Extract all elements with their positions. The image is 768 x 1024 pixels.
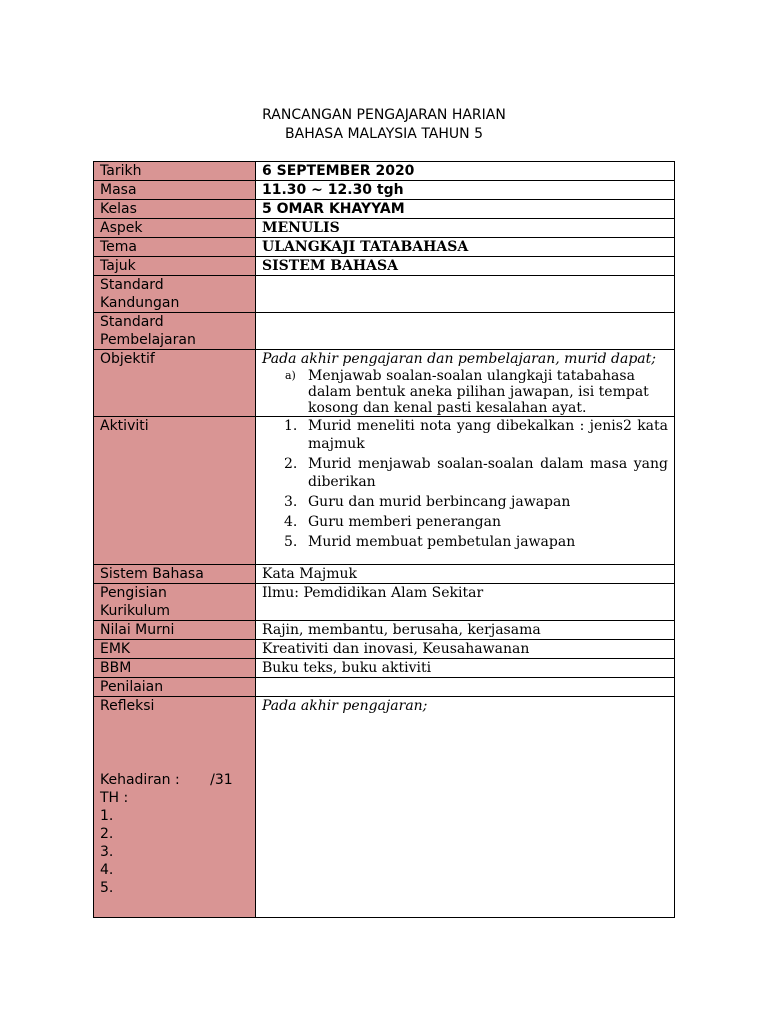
label-line: Kandungan: [100, 295, 180, 311]
attendance-line: [100, 771, 249, 789]
list-text: Murid membuat pembetulan jawapan: [308, 534, 576, 550]
row-penilaian: [94, 678, 675, 697]
th-item: 3.: [100, 844, 114, 860]
th-item: 2.: [100, 826, 114, 842]
label-nilai-murni: Nilai Murni: [94, 621, 256, 640]
label-line: Standard: [100, 314, 164, 330]
row-sistem-bahasa: [94, 565, 675, 584]
value-standard-pembelajaran: [256, 313, 675, 350]
label-standard-pembelajaran: [94, 313, 256, 350]
list-marker: 3.: [284, 494, 298, 510]
list-text: Murid menjawab soalan-soalan dalam masa yang diberikan: [308, 456, 668, 490]
label-pengisian-kurikulum: [94, 584, 256, 621]
value-bbm: Buku teks, buku aktiviti: [256, 659, 675, 678]
value-tema: ULANGKAJI TATABAHASA: [256, 238, 675, 257]
list-item: [262, 368, 668, 416]
label-tajuk: Tajuk: [94, 257, 256, 276]
value-standard-kandungan: [256, 276, 675, 313]
label-line: Standard: [100, 277, 164, 293]
label-tema: Tema: [94, 238, 256, 257]
list-marker: 5.: [284, 534, 298, 550]
value-kelas: 5 OMAR KHAYYAM: [256, 200, 675, 219]
label-refleksi: [94, 697, 256, 918]
label-objektif: Objektif: [94, 350, 256, 417]
label-masa: Masa: [94, 181, 256, 200]
lesson-plan-table: [93, 161, 675, 918]
list-marker: 2.: [284, 456, 298, 472]
list-text: Menjawab soalan-soalan ulangkaji tatabahasa dalam bentuk aneka pilihan jawapan, isi tempat kosong dan kenal pasti kesalahan ayat.: [308, 368, 649, 416]
value-aspek: MENULIS: [256, 219, 675, 238]
value-tarikh: 6 SEPTEMBER 2020: [256, 162, 675, 181]
aktiviti-list: [262, 417, 668, 551]
th-item: 4.: [100, 862, 114, 878]
list-marker: 4.: [284, 514, 298, 530]
value-refleksi: Pada akhir pengajaran;: [256, 697, 675, 918]
list-marker: a): [285, 369, 296, 382]
th-label: TH :: [100, 790, 129, 806]
row-kelas: [94, 200, 675, 219]
label-standard-kandungan: [94, 276, 256, 313]
th-item: 5.: [100, 880, 114, 896]
value-masa: 11.30 ~ 12.30 tgh: [256, 181, 675, 200]
row-masa: [94, 181, 675, 200]
value-pengisian-kurikulum: Ilmu: Pemdidikan Alam Sekitar: [256, 584, 675, 621]
list-item: [262, 493, 668, 511]
value-emk: Kreativiti dan inovasi, Keusahawanan: [256, 640, 675, 659]
doc-subtitle: BAHASA MALAYSIA TAHUN 5: [285, 126, 483, 142]
row-emk: [94, 640, 675, 659]
row-standard-kandungan: [94, 276, 675, 313]
row-standard-pembelajaran: [94, 313, 675, 350]
row-bbm: [94, 659, 675, 678]
value-objektif: [256, 350, 675, 417]
row-pengisian-kurikulum: [94, 584, 675, 621]
list-marker: 1.: [284, 418, 298, 434]
list-item: [262, 513, 668, 531]
refleksi-label: Refleksi: [100, 698, 155, 714]
row-refleksi: [94, 697, 675, 918]
row-tajuk: [94, 257, 675, 276]
objektif-intro: Pada akhir pengajaran dan pembelajaran, murid dapat;: [262, 351, 656, 367]
label-line: Kurikulum: [100, 603, 170, 619]
list-item: [262, 455, 668, 491]
label-bbm: BBM: [94, 659, 256, 678]
doc-title: RANCANGAN PENGAJARAN HARIAN: [262, 107, 506, 123]
label-emk: EMK: [94, 640, 256, 659]
row-aspek: [94, 219, 675, 238]
label-line: Pembelajaran: [100, 332, 196, 348]
value-tajuk: SISTEM BAHASA: [256, 257, 675, 276]
value-penilaian: [256, 678, 675, 697]
attendance-block: [100, 771, 249, 897]
row-tarikh: [94, 162, 675, 181]
value-sistem-bahasa: Kata Majmuk: [256, 565, 675, 584]
list-item: [262, 417, 668, 453]
row-tema: [94, 238, 675, 257]
list-text: Murid meneliti nota yang dibekalkan : jenis2 kata majmuk: [308, 418, 668, 452]
label-aspek: Aspek: [94, 219, 256, 238]
row-objektif: [94, 350, 675, 417]
list-item: [262, 533, 668, 551]
list-text: Guru memberi penerangan: [308, 514, 501, 530]
row-nilai-murni: [94, 621, 675, 640]
objektif-list: [262, 368, 668, 416]
th-item: 1.: [100, 808, 114, 824]
label-line: Pengisian: [100, 585, 167, 601]
value-nilai-murni: Rajin, membantu, berusaha, kerjasama: [256, 621, 675, 640]
kehadiran-label: Kehadiran :: [100, 772, 180, 788]
row-aktiviti: [94, 417, 675, 565]
kehadiran-total: /31: [210, 772, 233, 788]
list-text: Guru dan murid berbincang jawapan: [308, 494, 571, 510]
label-penilaian: Penilaian: [94, 678, 256, 697]
label-kelas: Kelas: [94, 200, 256, 219]
label-sistem-bahasa: Sistem Bahasa: [94, 565, 256, 584]
value-aktiviti: [256, 417, 675, 565]
label-aktiviti: Aktiviti: [94, 417, 256, 565]
label-tarikh: Tarikh: [94, 162, 256, 181]
